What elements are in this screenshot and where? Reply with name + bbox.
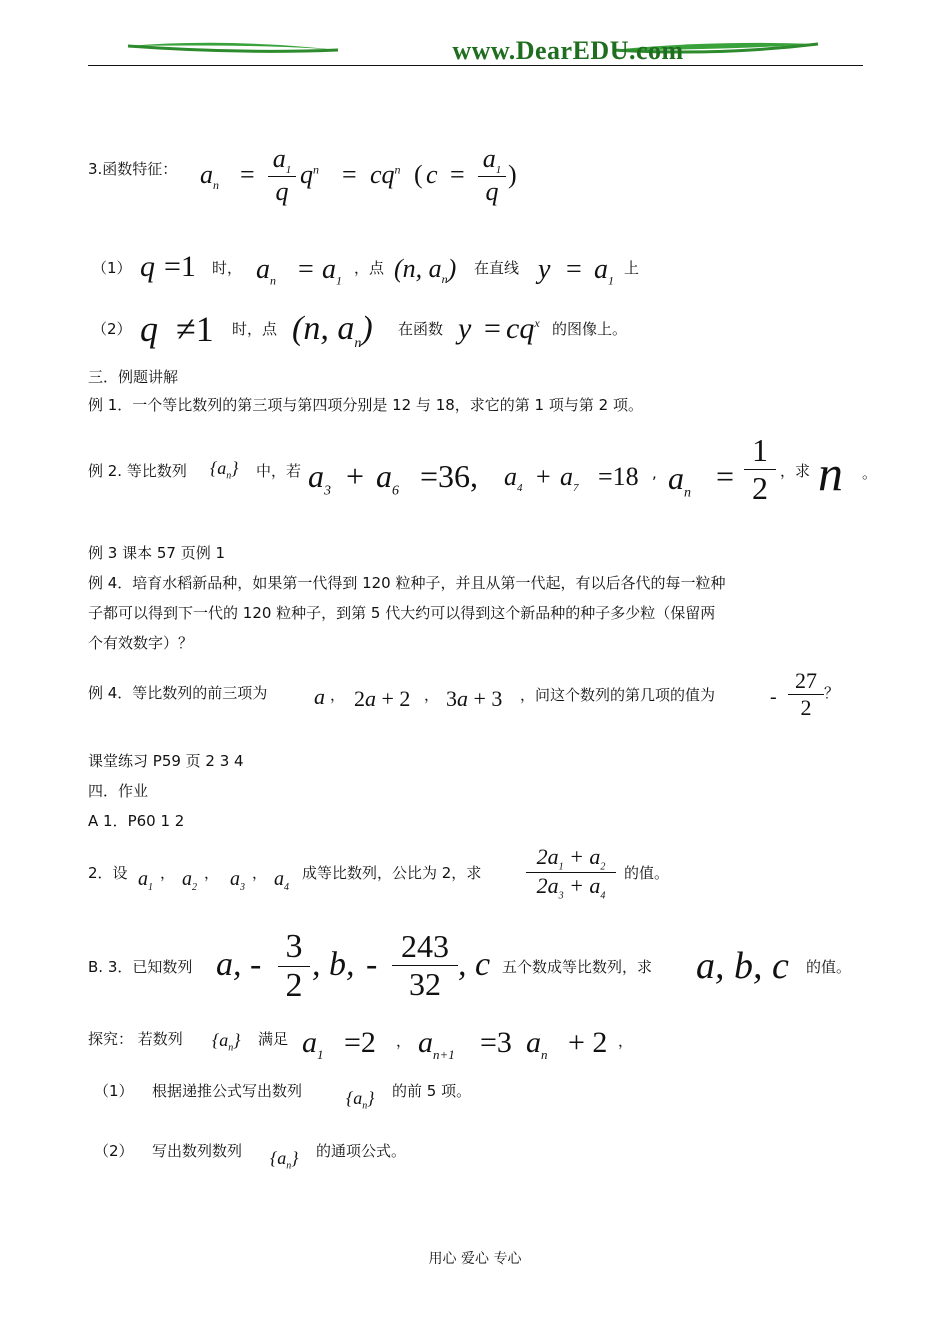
page-header xyxy=(88,30,863,70)
example-4a-line2: 子都可以得到下一代的 120 粒种子，到第 5 代大约可以得到这个新品种的种子多少粒（保留两 xyxy=(88,604,716,622)
example-1: 例 1．一个等比数列的第三项与第四项分别是 12 与 18，求它的第 1 项与第 2 项。 xyxy=(88,396,643,414)
example-4a-line3: 个有效数字）？ xyxy=(88,634,194,652)
page-footer: 用心 爱心 专心 xyxy=(428,1251,522,1267)
homework-heading: 四．作业 xyxy=(88,782,149,800)
example-4a-line1: 例 4．培育水稻新品种，如果第一代得到 120 粒种子，并且从第一代起，有以后各代的每一粒种 xyxy=(88,574,726,592)
practice: 课堂练习 P59 页 2 3 4 xyxy=(88,752,244,770)
document-page: www.DearEDU.com 3.函数特征： $a_n$ = $a_1$ q $q^n$ = $cq^n$ ( c = $a_1$ q ) （1） q =1 时， $a_n$ = $a_1$ ，点 (n, $a_n$) 在直线 y = $a_1$ 上 （2） q ≠1 时，点 (n, $a_n$) 在函数 y = $cq^x$ 的图像上。 三．例题讲解 例 1．一个等比数列的第三项与第四项分别是 12 与 18，求它的第 1 项与第 2 项。 例 2. 等比数列 $\{a_n\}$ 中，若 $a_3$ + $a_6$ =36, $a_4$ + $a_7$ =18 , $a_n$ = 1 2 ，求 n 。 例 3 课本 57 页例 1 例 4．培育水稻新品种，如果第一代得到 120 粒种子，并且从第一代起，有以后各代的每一粒种 子都可以得到下一代的 120 粒种子，到第 5 代大约可以得到这个新品种的种子多少粒（保留两 个有效数字）？ 例 4．等比数列的前三项为 a ， 2a + 2 ， 3a + 3 ，问这个数列的第几项的值为 - 27 2 ？ 课堂练习 P59 页 2 3 4 四．作业 A 1．P60 1 2 2．设 $a_1$ ， $a_2$ ， $a_3$ ， $a_4$ 成等比数列，公比为 2，求 $2a_1 + a_2$ $2a_3 + a_4$ 的值。 B. 3．已知数列 a, - 3 2 , b, - 243 32 , c 五个数成等比数列，求 a, b, c 的值。 探究： 若数列 $\{a_n\}$ 满足 $a_1$ =2 ， $a_{n+1}$ =3 $a_n$ + 2 ， （1） 根据递推公式写出数列 $\{a_n\}$ 的前 5 项。 （2） 写出数列数列 $\{a_n\}$ 的通项公式。 用心 爱心 专心 xyxy=(0,0,950,1342)
header-rule xyxy=(88,65,863,66)
example-2-target: n xyxy=(818,445,843,501)
section3-row xyxy=(88,158,177,180)
homework-a1: A 1．P60 1 2 xyxy=(88,812,185,830)
examples-heading: 三．例题讲解 xyxy=(88,368,179,386)
site-logo[interactable]: www.DearEDU.com xyxy=(452,36,684,65)
example-3: 例 3 课本 57 页例 1 xyxy=(88,544,226,562)
section3-label: 3.函数特征： xyxy=(88,160,178,178)
